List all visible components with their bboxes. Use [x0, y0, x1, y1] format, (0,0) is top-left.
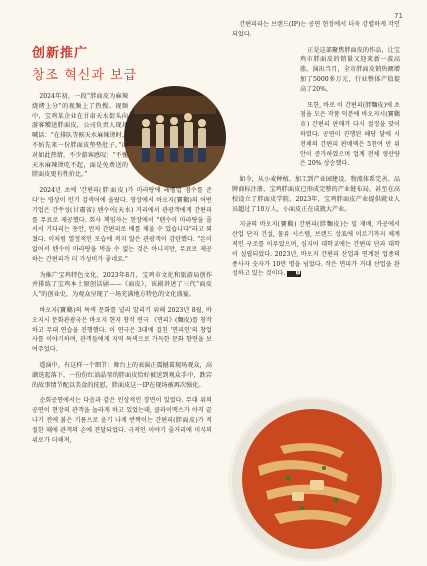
paragraph-zh-3: 遥演中，有这样一个细节：舞台上的表演正震撼着现场观众，高潮迭起落下，一份份红油晶莹的胖面皮恰好被送到观众手中，跌宕的故事情节配以美食的抚慰，胖面皮这一IP在现场被再次强化。 — [32, 361, 212, 389]
left-article-column — [32, 92, 212, 451]
wrapped-paragraphs — [32, 92, 212, 180]
page-number: 71 — [394, 12, 403, 20]
paragraph-ko-2: 바오지(寶鷄)의 특색 문화를 널리 알리기 위해 2023년 8월, 바오지시 문화관광국은 바오지 현지 창작 연극 《면피》(麵皮)를 창작하고 무대 연습을 진행했다. 이 연극은 3대에 걸친 '면피인'의 창업사를 이야기하며, 관객들에게 지역 특색으로 가득한 문화 향연을 보여주었다. — [32, 306, 212, 354]
paragraph-ko-5-text: 지금의 바오지(寶鷄) 간편피(胖麵皮)는 밀 재배, 가공에서 산업 단지 건설, 물류 시스템, 브랜드 상표에 이르기까지 체계적인 구조를 이루었으며, 심지어 대학교에는 간편피 단과 대학이 설립되었다. 2023년, 바오지 간편피 산업과 연계된 업종의 종사자 숫자가 10만 명을 넘었다. 작은 면피가 거대 산업을 완성하고 있는 것이다. — [232, 221, 400, 278]
chili-noodle-dish-photo — [228, 396, 396, 562]
end-mark-icon: 🅷 — [287, 271, 301, 277]
right-article-column — [232, 20, 400, 285]
paragraph-ko-4: 또한, 바로 이 간편피(胖麵皮)에 초점을 모은 작품 덕분에 바오지시(寶鷄市) 간편피 판매가 다시 절정을 맞이하였다. 공연이 진행된 해당 달에 시 전체의 간편피 판매액은 5천여 만 위안이 증가하였으며 업계 전체 생산량은 20% 상승했다. — [300, 101, 400, 168]
paragraph-zh-4: 正是这部聚焦胖面皮的作品，让宝鸡市胖面皮的销量又迎来新一波高涨。演出当月，全市胖面皮销售额增加了5000多万元，行业整体产值提高了20%。 — [300, 46, 400, 93]
paragraph-zh-1: 2024年初，一段“胖面皮为麻辣烧烤上分”的视频上了热搜。视频中，宝鸡某企业在甘肃天水街头向游客赠送胖面皮，公司负责人现场喊话：“在排队等候天水麻辣烫时，不妨先来一份胖面皮垫垫肚子。”面对如此热情，不少游客感叹：“不愧天水麻辣烫吃不起，面是免费送的胖面皮更有性价比。” — [32, 93, 128, 179]
section-title-chinese: 创新推广 — [32, 46, 89, 61]
paragraph-zh-5: 如今，从小麦种植、加工到产业园建设、物流体系完善、品牌商标注册，宝鸡胖面皮已形成完整的产业链布局，甚至在高校设立了胖面皮学院。2023年，宝鸡胖面皮产业提供就业人员超过了10万人，小面皮正在成就大产业。 — [232, 176, 400, 213]
paragraph-ko-3-cont: 간편피라는 브랜드(IP)는 공연 현장에서 더욱 강렬하게 각인되었다. — [232, 21, 400, 38]
paragraph-zh-2: 为推广宝鸡特色文化，2023年8月，宝鸡市文化和旅游局创作并排练了宝鸡本土原创话剧——《面皮》，该剧讲述了三代“面皮人”的创业史，为观众呈现了一场充满地方特色的文化盛宴。 — [32, 271, 212, 299]
paragraph-ko-5 — [232, 220, 400, 279]
paragraph-ko-1: 2024년 초에 '간편피(胖面皮)가 마라탕에 레벨업 점수를 준다'는 영상이 인기 검색어에 올랐다. 영상에서 바오지(寶鷄)의 어떤 기업은 간쑤성(甘肅省) 톈수이(天水) 거리에서 관광객에게 간편피를 무료로 제공했다. 회사 책임자는 현장에서 "텐수이 마라탕을 줄 서서 기다리는 동안, 먼저 간편피로 배를 채울 수 있습니다"라고 외쳤다. 이처럼 열정적인 모습에 적지 않은 관광객이 감탄했다. "돈이 없어서 텐수이 마라탕을 먹을 수 없는 것은 아니지만, 무료로 제공하는 간편피가 더 가성비가 좋네요." — [32, 187, 212, 263]
section-title-korean: 창조 혁신과 보급 — [32, 68, 138, 83]
paragraph-ko-3: 순회공연에서는 다음과 같은 인상적인 장면이 있었다. 무대 위의 공연이 현장의 관객을 놀라게 하고 있었는데, 클라이맥스가 아직 끝나기 전에 붉은 기름으로 윤기 나게 반짝이는 간편피(胖面皮)가 적절한 때에 관객의 손에 전달되었다. 극적인 이야기 줄거리에 미식의 위로가 더해져, — [32, 397, 212, 444]
